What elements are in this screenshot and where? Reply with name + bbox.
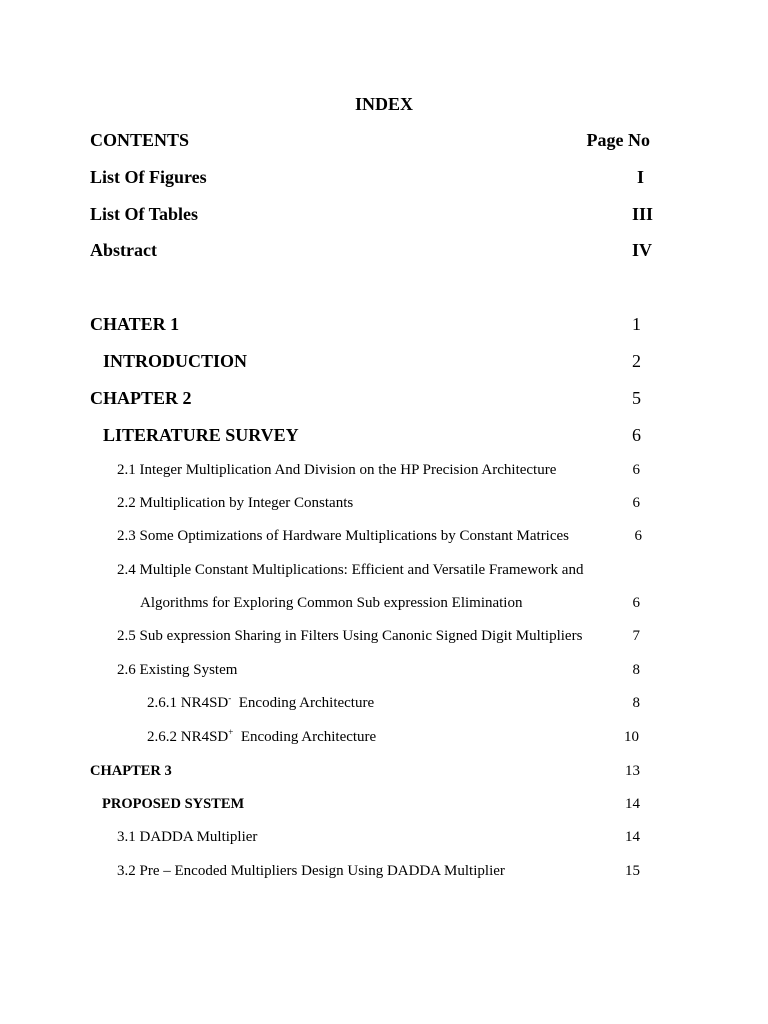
- toc-page-number: III: [631, 204, 653, 224]
- section-label-suffix: Encoding Architecture: [233, 729, 377, 745]
- toc-entry-proposed-system: PROPOSED SYSTEM: [102, 796, 245, 812]
- toc-chapter-2: CHAPTER 2: [90, 388, 192, 408]
- toc-page-number: 5: [632, 388, 641, 408]
- toc-page-number: 14: [625, 829, 640, 845]
- toc-section-3-1: 3.1 DADDA Multiplier: [117, 829, 258, 845]
- toc-entry-abstract: Abstract: [90, 240, 157, 260]
- toc-page-number: 14: [625, 796, 640, 812]
- toc-entry-list-of-tables: List Of Tables: [90, 204, 199, 224]
- section-label-superscript: +: [228, 727, 234, 737]
- toc-page-number: 15: [625, 863, 640, 879]
- section-label-suffix: Encoding Architecture: [231, 695, 375, 711]
- toc-page-number: 10: [624, 729, 639, 745]
- toc-page-number: 1: [632, 314, 641, 334]
- toc-page-number: I: [636, 167, 644, 187]
- toc-page-number: 13: [625, 763, 640, 779]
- toc-page-number: 6: [632, 425, 641, 445]
- section-label-superscript: -: [228, 693, 232, 703]
- toc-entry-introduction: INTRODUCTION: [103, 351, 248, 371]
- toc-page-number: 6: [632, 495, 640, 511]
- toc-section-2-6-1: [147, 693, 375, 711]
- toc-page-number: IV: [631, 240, 652, 260]
- contents-heading: CONTENTS: [90, 130, 190, 150]
- toc-entry-literature-survey: LITERATURE SURVEY: [103, 425, 299, 445]
- toc-chapter-3: CHAPTER 3: [90, 763, 172, 779]
- toc-section-3-2: 3.2 Pre – Encoded Multipliers Design Using DADDA Multiplier: [117, 863, 505, 879]
- toc-page-number: 6: [634, 528, 642, 544]
- toc-section-2-5: 2.5 Sub expression Sharing in Filters Using Canonic Signed Digit Multipliers: [117, 628, 583, 644]
- toc-page-number: 6: [632, 462, 640, 478]
- toc-page-number: 7: [632, 628, 640, 644]
- toc-section-2-3: 2.3 Some Optimizations of Hardware Multiplications by Constant Matrices: [117, 528, 570, 544]
- section-label-prefix: 2.6.2 NR4SD: [147, 729, 229, 745]
- toc-section-2-6: 2.6 Existing System: [117, 662, 238, 678]
- toc-section-2-4: 2.4 Multiple Constant Multiplications: Efficient and Versatile Framework and: [117, 562, 584, 578]
- toc-section-2-2: 2.2 Multiplication by Integer Constants: [117, 495, 354, 511]
- toc-page-number: 2: [632, 351, 641, 371]
- toc-section-2-1: 2.1 Integer Multiplication And Division on the HP Precision Architecture: [117, 462, 557, 478]
- page-no-heading: Page No: [586, 130, 650, 150]
- toc-chapter-1: CHATER 1: [90, 314, 180, 334]
- toc-page-number: 8: [632, 662, 640, 678]
- toc-entry-list-of-figures: List Of Figures: [90, 167, 207, 187]
- section-label-prefix: 2.6.1 NR4SD: [147, 695, 229, 711]
- toc-section-2-6-2: [147, 727, 377, 745]
- toc-page-number: 6: [632, 595, 640, 611]
- toc-page-number: 8: [632, 695, 640, 711]
- toc-section-2-4-continued: Algorithms for Exploring Common Sub expression Elimination: [140, 595, 523, 611]
- page-title: INDEX: [355, 94, 414, 114]
